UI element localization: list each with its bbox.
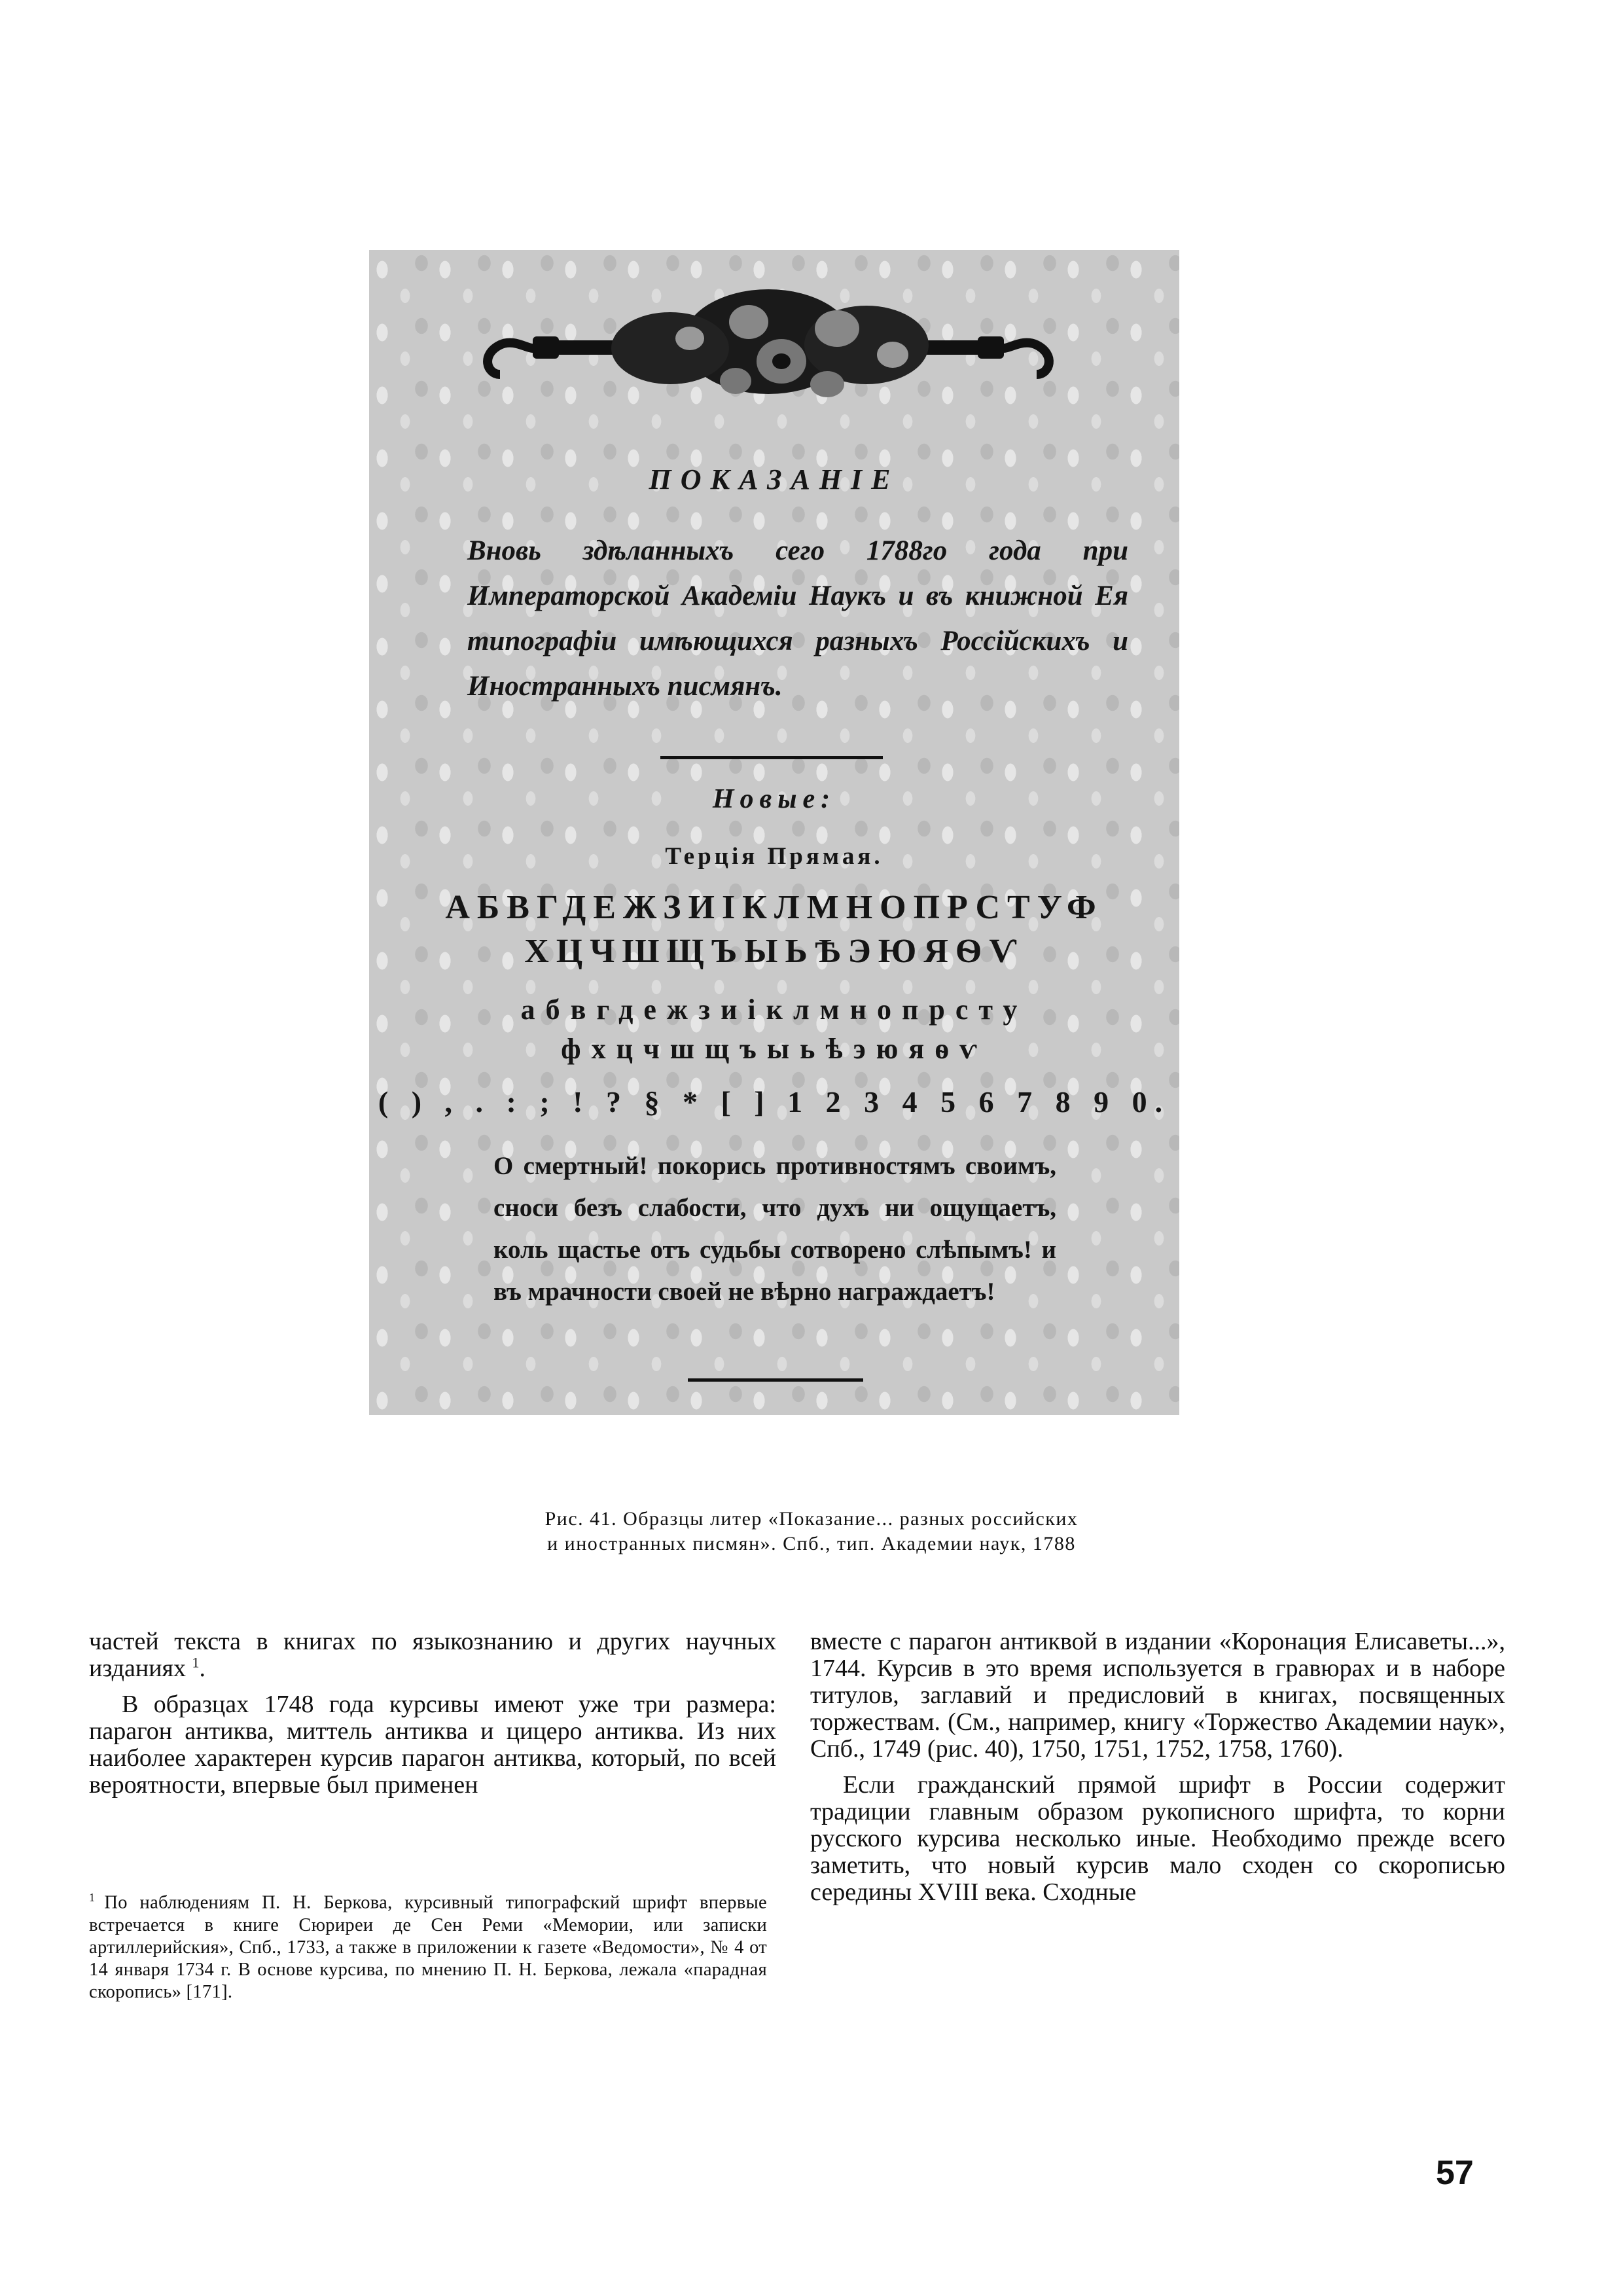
specimen-subtitle: Вновь здѣланныхъ сего 1788го года при Императорской Академіи Наукъ и въ книжной Ея типографіи имѣющихся разныхъ Россійскихъ и Иностранныхъ писмянъ. <box>467 535 1128 702</box>
figure-caption <box>419 1507 1204 1556</box>
paragraph-text: частей текста в книгах по языкознанию и других научных изданиях <box>89 1628 776 1682</box>
specimen-lowercase-line: абвгдежзиіклмнопрсту <box>520 994 1028 1026</box>
caption-line: Рис. 41. Образцы литер «Показание... разных российских <box>544 1508 1079 1530</box>
left-column <box>89 1628 776 1799</box>
specimen-title: ПОКАЗАНІЕ <box>649 463 900 495</box>
specimen-capitals-line: АБВГДЕЖЗИІКЛМНОПРСТУФ <box>445 889 1103 926</box>
specimen-punctuation-digits: ( ) , . : ; ! ? § * [ ] 1 2 3 4 5 6 7 8 9 0. <box>378 1085 1171 1119</box>
specimen-sample-text: О смертный! покорись противностямъ своимъ, сноси безъ слабости, что духъ ни ощущаетъ, коль щастье отъ судьбы сотворено слѣпымъ! и въ мрачности своей не вѣрно награждаетъ! <box>493 1152 1056 1306</box>
figure-specimen-page <box>369 250 1179 1415</box>
divider-rule <box>688 1378 863 1382</box>
page-number: 57 <box>1436 2154 1474 2192</box>
footnote-text: По наблюдениям П. Н. Беркова, курсивный типографский шрифт впервые встречается в книге Сюриреи де Сен Реми «Мемории, или записки артиллерийския», Спб., 1733, а также в приложении к газете «Ведомости», № 4 от 14 января 1734 г. В основе курсива, по мнению П. Н. Беркова, лежала «парадная скоропись» [171]. <box>89 1892 767 2002</box>
specimen-section-heading: Новые: <box>712 784 836 814</box>
caption-line: и иностранных писмян». Спб., тип. Академии наук, 1788 <box>547 1533 1076 1554</box>
specimen-font-name: Терція Прямая. <box>665 843 883 870</box>
floral-ornament-headpiece <box>474 276 1063 414</box>
paragraph: вместе с парагон антиквой в издании «Коронация Елисаветы...», 1744. Курсив в это время используется в гравюрах и в наборе титулов, заглавий и предисловий в книгах, посвященных торжествам. (См., например, книгу «Торжество Академии наук», Спб., 1749 (рис. 40), 1750, 1751, 1752, 1758, 1760). <box>810 1628 1505 1763</box>
divider-rule <box>660 756 883 759</box>
specimen-lowercase-line: фхцчшщъыьѣэюяѳѵ <box>561 1033 988 1065</box>
paragraph: Если гражданский прямой шрифт в России содержит традиции главным образом рукописного шрифта, то корни русского курсива несколько иные. Необходимо прежде всего заметить, что новый курсив мало сходен со скорописью середины XVIII века. Сходные <box>810 1771 1505 1906</box>
right-column <box>810 1628 1505 1906</box>
paragraph: В образцах 1748 года курсивы имеют уже три размера: парагон антиква, миттель антиква и цицеро антиква. Из них наиболее характерен курсив парагон антиква, который, по всей вероятности, впервые был применен <box>89 1691 776 1799</box>
paragraph <box>89 1628 776 1682</box>
paragraph-end: . <box>199 1655 206 1682</box>
footnote <box>89 1886 767 2003</box>
footnote-mark: 1 <box>89 1891 96 1904</box>
footnote-reference[interactable]: 1 <box>192 1654 200 1671</box>
specimen-capitals-line: ХЦЧШЩЪЫЬѢЭЮЯѲѴ <box>524 933 1024 970</box>
